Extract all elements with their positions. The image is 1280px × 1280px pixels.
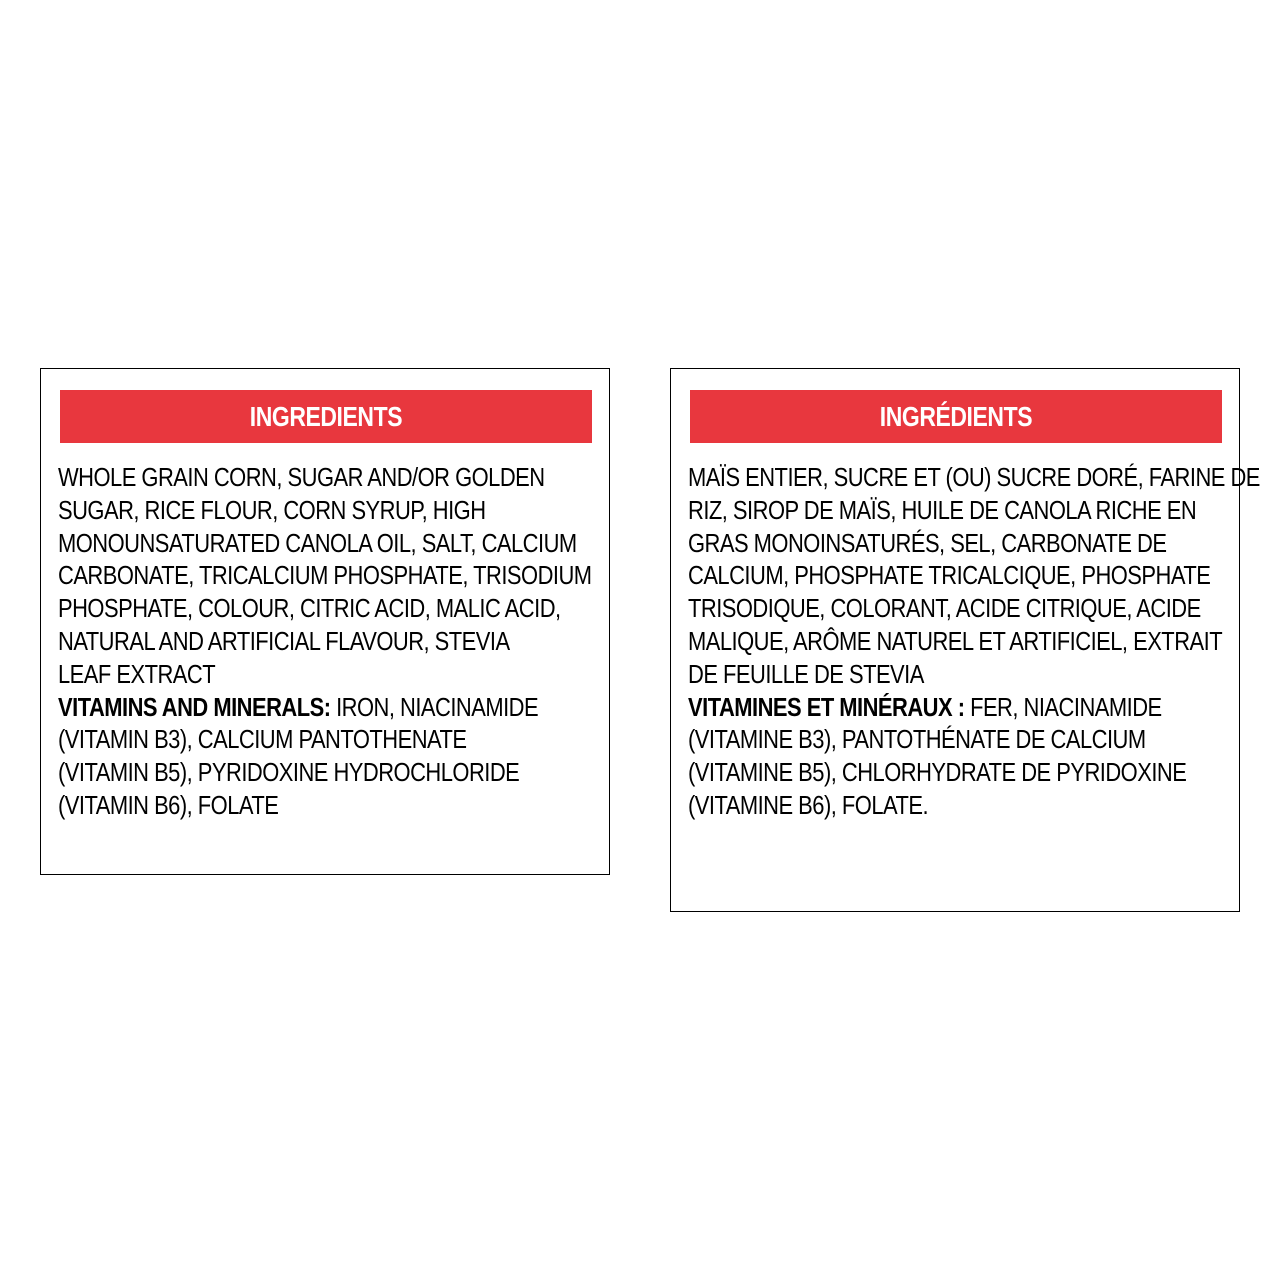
ingredients-heading-banner — [690, 390, 1222, 443]
ingredients-line: PHOSPHATE, COLOUR, CITRIC ACID, MALIC ACID, — [58, 595, 561, 624]
vitamins-line — [58, 692, 539, 725]
ingredients-heading: INGREDIENTS — [249, 400, 403, 432]
ingredients-line: RIZ, SIROP DE MAÏS, HUILE DE CANOLA RICHE EN — [688, 496, 1197, 525]
vitamins-line — [688, 692, 1162, 725]
vitamins-line: (VITAMINE B3), PANTOTHÉNATE DE CALCIUM — [688, 726, 1146, 755]
ingredients-text — [58, 462, 598, 823]
ingredients-line: CALCIUM, PHOSPHATE TRICALCIQUE, PHOSPHATE — [688, 562, 1211, 591]
ingredients-panel-english — [40, 368, 610, 875]
vitamins-label: VITAMINS AND MINERALS: — [58, 693, 331, 722]
vitamins-label: VITAMINES ET MINÉRAUX : — [688, 693, 965, 722]
ingredients-text — [688, 462, 1260, 823]
vitamins-text: IRON, NIACINAMIDE — [330, 693, 539, 722]
vitamins-line: (VITAMIN B3), CALCIUM PANTOTHENATE — [58, 726, 467, 755]
vitamins-text: FER, NIACINAMIDE — [964, 693, 1162, 722]
ingredients-heading: INGRÉDIENTS — [879, 400, 1033, 432]
vitamins-line: (VITAMIN B5), PYRIDOXINE HYDROCHLORIDE — [58, 759, 520, 788]
ingredients-line: MAÏS ENTIER, SUCRE ET (OU) SUCRE DORÉ, FARINE DE — [688, 464, 1260, 492]
vitamins-line: (VITAMINE B6), FOLATE. — [688, 791, 929, 820]
ingredients-heading-banner — [60, 390, 592, 443]
vitamins-line: (VITAMIN B6), FOLATE — [58, 791, 279, 820]
ingredients-line: GRAS MONOINSATURÉS, SEL, CARBONATE DE — [688, 529, 1167, 558]
ingredients-line: NATURAL AND ARTIFICIAL FLAVOUR, STEVIA — [58, 627, 510, 656]
vitamins-line: (VITAMINE B5), CHLORHYDRATE DE PYRIDOXINE — [688, 759, 1187, 788]
ingredients-line: TRISODIQUE, COLORANT, ACIDE CITRIQUE, ACIDE — [688, 595, 1201, 624]
ingredients-line: WHOLE GRAIN CORN, SUGAR AND/OR GOLDEN — [58, 464, 545, 492]
ingredients-line: MONOUNSATURATED CANOLA OIL, SALT, CALCIUM — [58, 529, 577, 558]
ingredients-line: DE FEUILLE DE STEVIA — [688, 660, 924, 689]
ingredients-line: LEAF EXTRACT — [58, 660, 216, 689]
ingredients-line: CARBONATE, TRICALCIUM PHOSPHATE, TRISODIUM — [58, 562, 592, 591]
ingredients-line: SUGAR, RICE FLOUR, CORN SYRUP, HIGH — [58, 496, 486, 525]
ingredients-line: MALIQUE, ARÔME NATUREL ET ARTIFICIEL, EXTRAIT — [688, 627, 1223, 656]
ingredients-panel-french — [670, 368, 1260, 912]
